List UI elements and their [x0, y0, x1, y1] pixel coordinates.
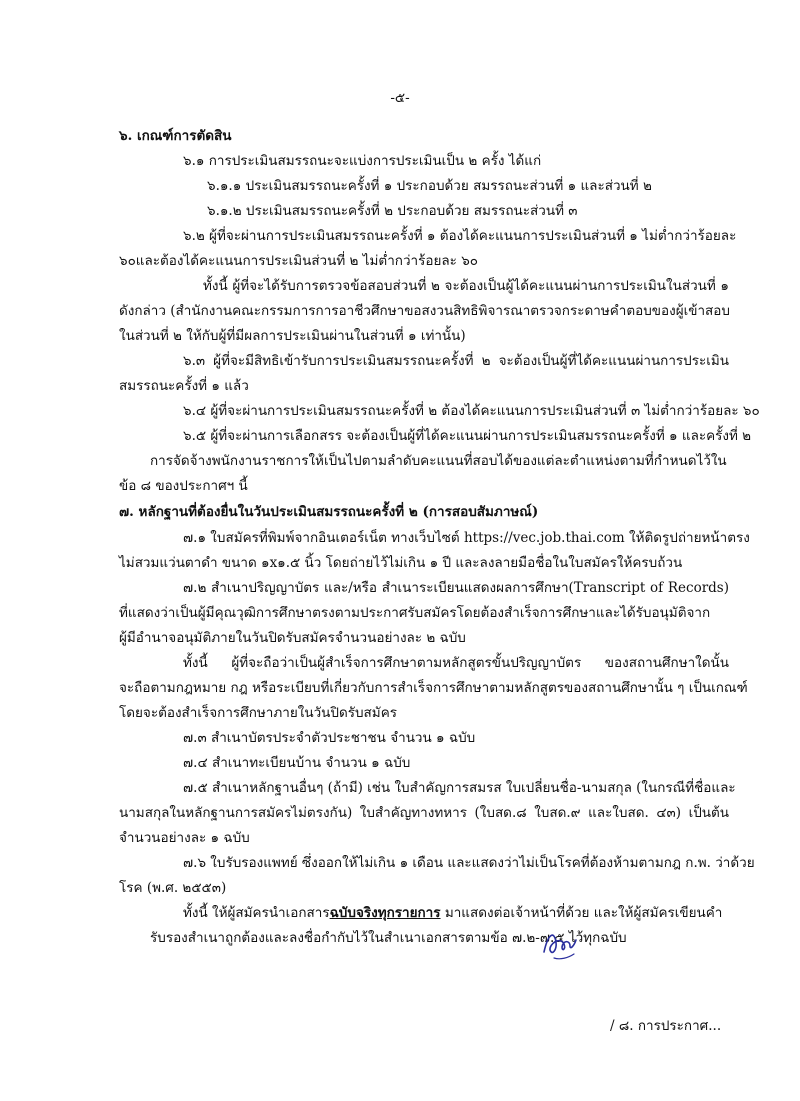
original-documents-emphasis: ฉบับจริงทุกรายการ: [329, 905, 441, 921]
section-6-line: ในส่วนที่ ๒ ให้กับผู้ที่มีผลการประเมินผ่านในส่วนที่ ๑ เท่านั้น): [119, 328, 466, 344]
section-6-line: ๖.๑.๑ ประเมินสมรรถนะครั้งที่ ๑ ประกอบด้วย สมรรถนะส่วนที่ ๑ และส่วนที่ ๒: [207, 178, 652, 194]
section-7-line: จำนวนอย่างละ ๑ ฉบับ: [119, 830, 250, 846]
section-6-line: ข้อ ๘ ของประกาศฯ นี้: [119, 478, 248, 494]
section-7-line: ๗.๕ สำเนาหลักฐานอื่นๆ (ถ้ามี) เช่น ใบสำคัญการสมรส ใบเปลี่ยนชื่อ-นามสกุล (ในกรณีที่ชื่อและ: [183, 780, 736, 796]
section-6-line: สมรรถนะครั้งที่ ๑ แล้ว: [119, 378, 249, 394]
section-7-line-part: ทั้งนี้ ให้ผู้สมัครนำเอกสาร: [183, 905, 330, 921]
section-6-line: การจัดจ้างพนักงานราชการให้เป็นไปตามลำดับคะแนนที่สอบได้ของแต่ละตำแหน่งตามที่กำหนดไว้ใน: [150, 453, 727, 469]
section-7-line: ๗.๒ สำเนาปริญญาบัตร และ/หรือ สำเนาระเบียนแสดงผลการศึกษา(Transcript of Records): [183, 580, 729, 596]
section-6-line: ทั้งนี้ ผู้ที่จะได้รับการตรวจข้อสอบส่วนที่ ๒ จะต้องเป็นผู้ได้คะแนนผ่านการประเมินในส่วนที่ ๑: [203, 278, 729, 294]
section-6-line: ๖.๑ การประเมินสมรรถนะจะแบ่งการประเมินเป็น ๒ ครั้ง ได้แก่: [183, 153, 542, 169]
section-7-line: ๗.๑ ใบสมัครที่พิมพ์จากอินเตอร์เน็ต ทางเว็บไซต์ https://vec.job.thai.com ให้ติดรูปถ่ายหน้าตรง: [183, 530, 750, 546]
section-6-line: ๖.๔ ผู้ที่จะผ่านการประเมินสมรรถนะครั้งที่ ๒ ต้องได้คะแนนการประเมินส่วนที่ ๓ ไม่ต่ำกว่าร้อยละ ๖๐: [183, 403, 760, 419]
section-7-line: ผู้มีอำนาจอนุมัติภายในวันปิดรับสมัครจำนวนอย่างละ ๒ ฉบับ: [119, 630, 466, 646]
section-7-line: ทั้งนี้ ผู้ที่จะถือว่าเป็นผู้สำเร็จการศึกษาตามหลักสูตรขั้นปริญญาบัตร ของสถานศึกษาใดนั้น: [183, 655, 729, 671]
section-6-line: ๖.๒ ผู้ที่จะผ่านการประเมินสมรรถนะครั้งที่ ๑ ต้องได้คะแนนการประเมินส่วนที่ ๑ ไม่ต่ำกว่าร้อยละ: [183, 228, 737, 244]
section-6-line: ๖๐และต้องได้คะแนนการประเมินส่วนที่ ๒ ไม่ต่ำกว่าร้อยละ ๖๐: [119, 253, 479, 269]
section-7-line: ไม่สวมแว่นตาดำ ขนาด ๑x๑.๕ นิ้ว โดยถ่ายไว้ไม่เกิน ๑ ปี และลงลายมือชื่อในใบสมัครให้ครบถ้วน: [119, 555, 683, 571]
section-7-line: ๗.๖ ใบรับรองแพทย์ ซึ่งออกให้ไม่เกิน ๑ เดือน และแสดงว่าไม่เป็นโรคที่ต้องห้ามตามกฎ ก.พ. ว่าด้วย: [183, 855, 755, 871]
section-7-line: ที่แสดงว่าเป็นผู้มีคุณวุฒิการศึกษาตรงตามประกาศรับสมัครโดยต้องสำเร็จการศึกษาและได้รับอนุมัติจาก: [119, 605, 711, 621]
continuation-note: / ๘. การประกาศ...: [610, 1018, 722, 1034]
section-7-line: โรค (พ.ศ. ๒๕๕๓): [119, 880, 227, 896]
section-7-line: ๗.๓ สำเนาบัตรประจำตัวประชาชน จำนวน ๑ ฉบับ: [183, 730, 476, 746]
section-6-line: ดังกล่าว (สำนักงานคณะกรรมการการอาชีวศึกษาขอสงวนสิทธิพิจารณาตรวจกระดาษคำตอบของผู้เข้าสอบ: [119, 303, 730, 319]
section-7-line-part: มาแสดงต่อเจ้าหน้าที่ด้วย และให้ผู้สมัครเขียนคำ: [440, 905, 723, 921]
section-7-line: ๗.๔ สำเนาทะเบียนบ้าน จำนวน ๑ ฉบับ: [183, 755, 411, 771]
section-6-line: ๖.๑.๒ ประเมินสมรรถนะครั้งที่ ๒ ประกอบด้วย สมรรถนะส่วนที่ ๓: [207, 203, 578, 219]
section-6-line: ๖.๕ ผู้ที่จะผ่านการเลือกสรร จะต้องเป็นผู้ที่ได้คะแนนผ่านการประเมินสมรรถนะครั้งที่ ๑ และครั้งที่ ๒: [183, 428, 752, 444]
section-7-line: [183, 905, 722, 921]
section-7-line: นามสกุลในหลักฐานการสมัครไม่ตรงกัน) ใบสำคัญทางทหาร (ใบสด.๘ ใบสด.๙ และใบสด. ๔๓) เป็นต้น: [119, 805, 729, 821]
section-7-heading: ๗. หลักฐานที่ต้องยื่นในวันประเมินสมรรถนะครั้งที่ ๒ (การสอบสัมภาษณ์): [119, 504, 539, 520]
section-6-heading: ๖. เกณฑ์การตัดสิน: [119, 128, 232, 144]
section-6-line: ๖.๓ ผู้ที่จะมีสิทธิเข้ารับการประเมินสมรรถนะครั้งที่ ๒ จะต้องเป็นผู้ที่ได้คะแนนผ่านการประเมิน: [183, 353, 729, 369]
handwritten-signature: [540, 922, 580, 964]
section-7-line: จะถือตามกฎหมาย กฎ หรือระเบียบที่เกี่ยวกับการสำเร็จการศึกษาตามหลักสูตรของสถานศึกษานั้น ๆ เป็นเกณฑ์: [119, 680, 748, 696]
page-number: -๕-: [390, 90, 410, 106]
section-7-line: รับรองสำเนาถูกต้องและลงชื่อกำกับไว้ในสำเนาเอกสารตามข้อ ๗.๒-๗.๕ ไว้ทุกฉบับ: [150, 930, 627, 946]
section-7-line: โดยจะต้องสำเร็จการศึกษาภายในวันปิดรับสมัคร: [119, 705, 397, 721]
